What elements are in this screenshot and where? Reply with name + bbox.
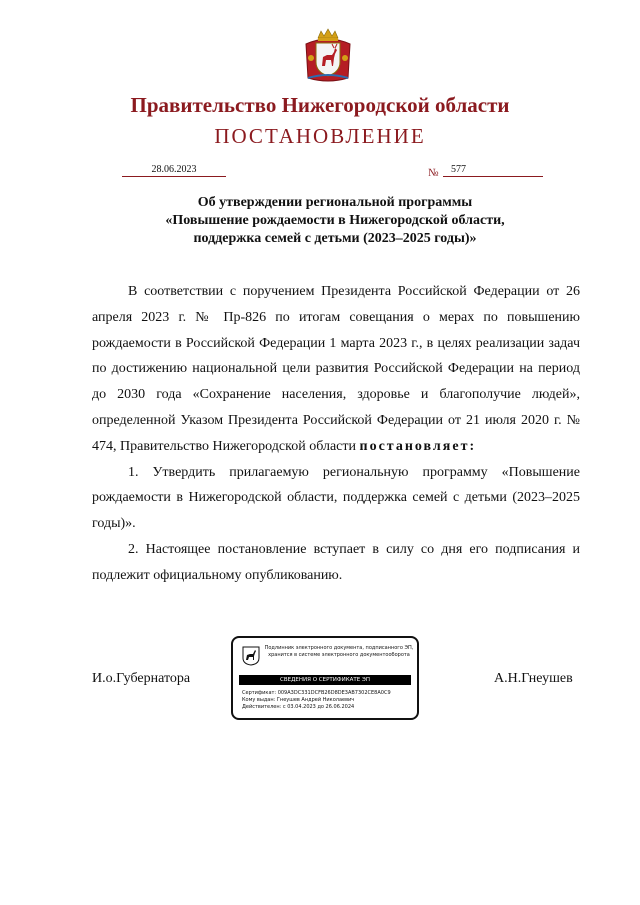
document-body — [92, 279, 580, 589]
stamp-header-line-2: хранится в системе электронного документооборота — [268, 652, 410, 658]
certificate-number: Сертификат: 009A3DC331DCFB26D8DE3AB7302CE8A0C9 — [242, 690, 391, 696]
resolution-keyword: постановляет: — [359, 438, 477, 454]
document-date: 28.06.2023 — [122, 164, 226, 177]
title-line-2: «Повышение рождаемости в Нижегородской области, — [165, 213, 505, 228]
coat-of-arms-icon — [302, 28, 354, 84]
deer-emblem-icon — [242, 646, 260, 666]
document-number: 577 — [443, 164, 543, 177]
stamp-header — [263, 645, 415, 659]
signer-name: А.Н.Гнеушев — [494, 671, 573, 686]
paragraph-2: 1. Утвердить прилагаемую региональную программу «Повышение рождаемости в Нижегородской области, поддержка семей с детьми (2023–2025 годы)». — [92, 464, 580, 532]
title-line-1: Об утверждении региональной программы — [197, 195, 473, 210]
signer-position: И.о.Губернатора — [92, 671, 191, 686]
organization-name: Правительство Нижегородской области — [130, 93, 510, 117]
document-type: ПОСТАНОВЛЕНИЕ — [214, 124, 426, 148]
electronic-signature-stamp — [231, 636, 419, 720]
stamp-header-line-1: Подлинник электронного документа, подписанного ЭП, — [264, 645, 414, 651]
certificate-info-bar: СВЕДЕНИЯ О СЕРТИФИКАТЕ ЭП — [239, 675, 411, 685]
title-line-3: поддержка семей с детьми (2023–2025 годы)» — [193, 231, 477, 246]
paragraph-3: 2. Настоящее постановление вступает в силу со дня его подписания и подлежит официальному опубликованию. — [92, 541, 580, 583]
number-label: № — [428, 167, 439, 179]
certificate-validity: Действителен: с 03.04.2023 до 26.06.2024 — [242, 704, 355, 710]
document-title — [90, 194, 580, 248]
certificate-details — [242, 690, 391, 711]
paragraph-1 — [92, 279, 580, 460]
certificate-owner: Кому выдан: Гнеушев Андрей Николаевич — [242, 697, 355, 703]
paragraph-1-text: В соответствии с поручением Президента Российской Федерации от 26 апреля 2023 г. № Пр-826 по итогам совещания о мерах по повышению рождаемости в Российской Федерации 1 марта 2023 г., в целях реализации задач по достижению национальной цели развития Российской Федерации на период до 2030 года «Сохранение населения, здоровье и благополучие людей», определенной Указом Президента Российской Федерации от 21 июля 2020 г. № 474, Правительство Нижегородской области — [92, 284, 580, 454]
